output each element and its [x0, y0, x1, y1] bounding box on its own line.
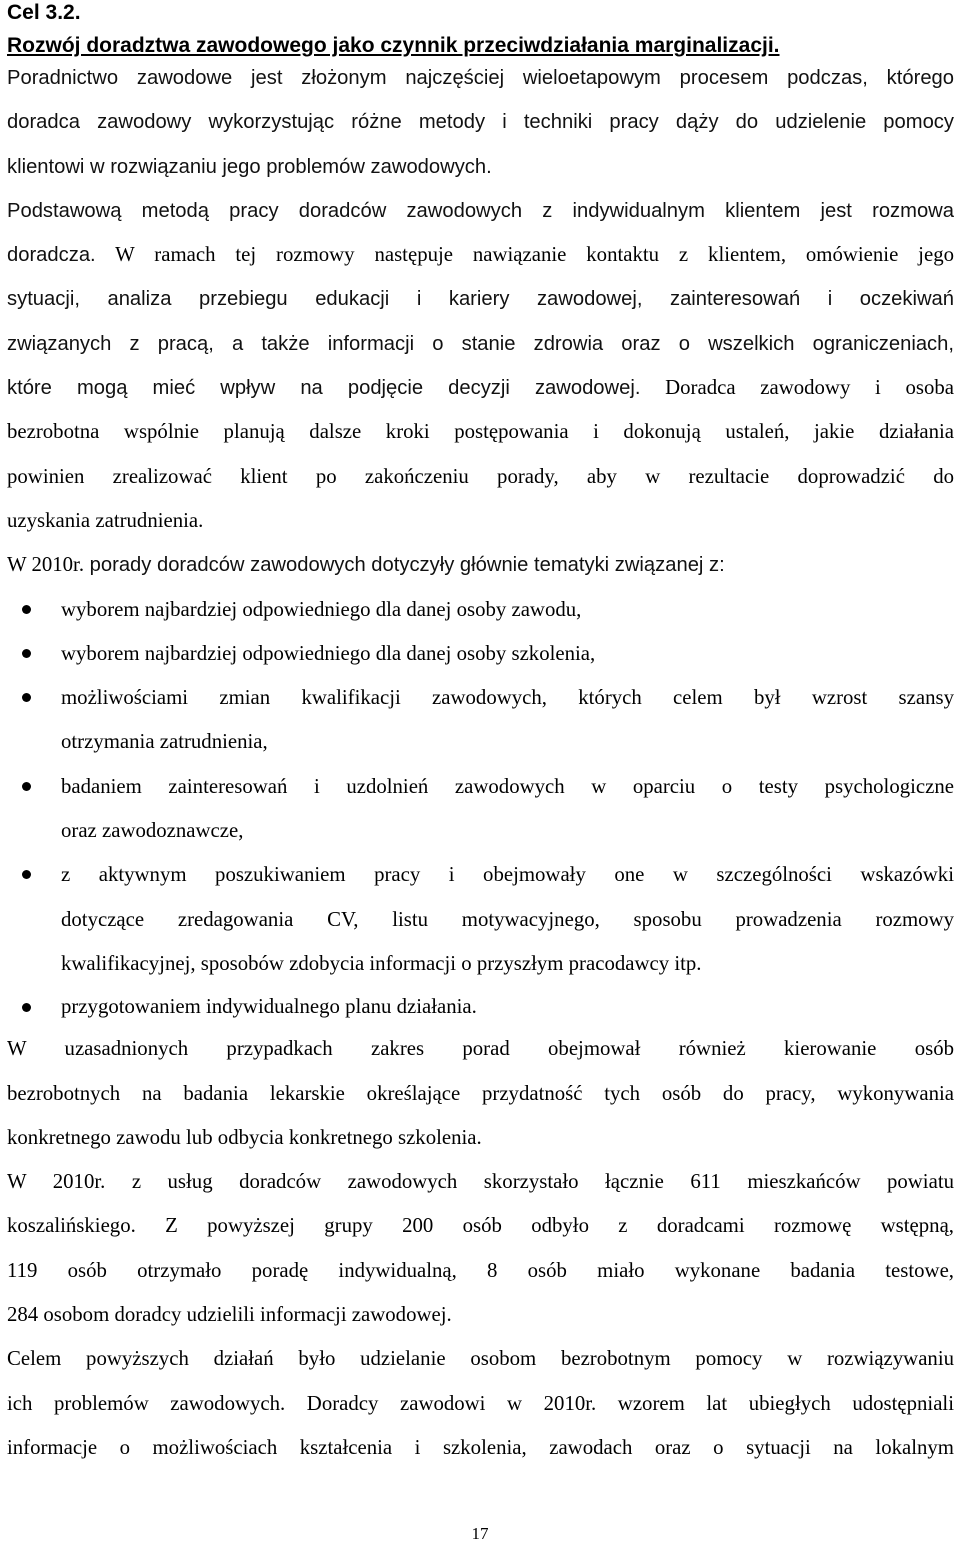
topics-intro-rest: porady doradców zawodowych dotyczyły głównie tematyki związanej z:	[84, 554, 725, 577]
list-item	[7, 676, 954, 765]
referrals-line-3: konkretnego zawodu lub odbycia konkretnego szkolenia.	[7, 1125, 482, 1149]
list-item-line: kwalifikacyjnej, sposobów zdobycia informacji o przyszłym pracodawcy itp.	[61, 951, 702, 975]
bullet-icon	[22, 605, 31, 614]
list-item-line: dotyczące zredagowania CV, listu motywacyjnego, sposobu prowadzenia rozmowy	[61, 907, 954, 931]
intro-line-3: klientowi w rozwiązaniu jego problemów zawodowych.	[7, 155, 492, 178]
intro-line-4: Podstawową metodą pracy doradców zawodowych z indywidualnym klientem jest rozmowa	[7, 199, 954, 222]
list-item	[7, 853, 954, 986]
bullet-icon	[22, 782, 31, 791]
topics-intro	[7, 543, 954, 587]
list-item-line: wyborem najbardziej odpowiedniego dla danej osoby szkolenia,	[61, 641, 596, 665]
page-number: 17	[471, 1524, 489, 1543]
intro-line-7: związanych z pracą, a także informacji o stanie zdrowia oraz o wszelkich ograniczeniach,	[7, 332, 954, 355]
plan-paragraph	[7, 410, 954, 543]
topics-list	[7, 588, 954, 1028]
referrals-paragraph	[7, 1027, 954, 1160]
goal-line-1: Celem powyższych działań było udzielanie osobom bezrobotnym pomocy w rozwiązywaniu	[7, 1347, 954, 1371]
goal-line-2: ich problemów zawodowych. Doradcy zawodowi w 2010r. wzorem lat ubiegłych udostępniali	[7, 1391, 954, 1415]
goal-paragraph	[7, 1337, 954, 1470]
plan-line-3: uzyskania zatrudnienia.	[7, 508, 204, 532]
intro-paragraph	[7, 56, 954, 410]
list-item	[7, 765, 954, 854]
bullet-icon	[22, 870, 31, 879]
plan-line-2: powinien zrealizować klient po zakończeniu porady, aby w rezultacie doprowadzić do	[7, 464, 954, 488]
intro-line-6: sytuacji, analiza przebiegu edukacji i kariery zawodowej, zainteresowań i oczekiwań	[7, 288, 954, 311]
referrals-line-1: W uzasadnionych przypadkach zakres porad obejmował również kierowanie osób	[7, 1037, 954, 1061]
list-item-line: możliwościami zmian kwalifikacji zawodowych, których celem był wzrost szansy	[61, 686, 954, 710]
statistics-line-3: 119 osób otrzymało poradę indywidualną, 8 osób miało wykonane badania testowe,	[7, 1258, 954, 1282]
list-item-line: wyborem najbardziej odpowiedniego dla danej osoby zawodu,	[61, 597, 582, 621]
intro-line-8	[7, 366, 954, 410]
list-item-line: przygotowaniem indywidualnego planu działania.	[61, 995, 477, 1019]
statistics-line-2: koszalińskiego. Z powyższej grupy 200 osób odbyło z doradcami rozmowę wstępną,	[7, 1214, 954, 1238]
list-item-line: oraz zawodoznawcze,	[61, 819, 244, 843]
list-item-line: z aktywnym poszukiwaniem pracy i obejmowały one w szczególności wskazówki	[61, 863, 954, 887]
topics-intro-lead: W 2010r.	[7, 553, 85, 577]
statistics-line-1: W 2010r. z usług doradców zawodowych skorzystało łącznie 611 mieszkańców powiatu	[7, 1170, 954, 1194]
section-number: Cel 3.2.	[7, 1, 81, 24]
intro-line-1: Poradnictwo zawodowe jest złożonym najczęściej wieloetapowym procesem podczas, którego	[7, 67, 954, 89]
list-item	[7, 632, 954, 676]
bullet-icon	[22, 693, 31, 702]
list-item-line: otrzymania zatrudnienia,	[61, 730, 268, 754]
plan-line-1: bezrobotna wspólnie planują dalsze kroki postępowania i dokonują ustaleń, jakie działania	[7, 420, 954, 444]
statistics-line-4: 284 osobom doradcy udzielili informacji zawodowej.	[7, 1303, 452, 1327]
intro-line-8-serif: Doradca zawodowy i osoba	[640, 376, 954, 400]
referrals-line-2: bezrobotnych na badania lekarskie określające przydatność tych osób do pracy, wykonywania	[7, 1081, 954, 1105]
bullet-icon	[22, 649, 31, 658]
goal-line-3: informacje o możliwościach kształcenia i szkolenia, zawodach oraz o sytuacji na lokalnym	[7, 1435, 954, 1459]
intro-line-5-serif: W ramach tej rozmowy następuje nawiązanie kontaktu z klientem, omówienie jego	[95, 243, 954, 267]
list-item	[7, 986, 954, 1027]
intro-line-2: doradca zawodowy wykorzystując różne metody i techniki pracy dąży do udzielenie pomocy	[7, 111, 954, 134]
intro-line-5-sans: doradcza.	[7, 244, 96, 267]
list-item-line: badaniem zainteresowań i uzdolnień zawodowych w oparciu o testy psychologiczne	[61, 774, 954, 798]
document-page	[7, 0, 954, 1470]
statistics-paragraph	[7, 1160, 954, 1337]
section-title: Rozwój doradztwa zawodowego jako czynnik przeciwdziałania marginalizacji.	[7, 34, 780, 57]
intro-line-8-sans: które mogą mieć wpływ na podjęcie decyzji zawodowej.	[7, 377, 641, 400]
intro-line-5	[7, 233, 954, 277]
list-item	[7, 588, 954, 632]
bullet-icon	[22, 1003, 31, 1012]
